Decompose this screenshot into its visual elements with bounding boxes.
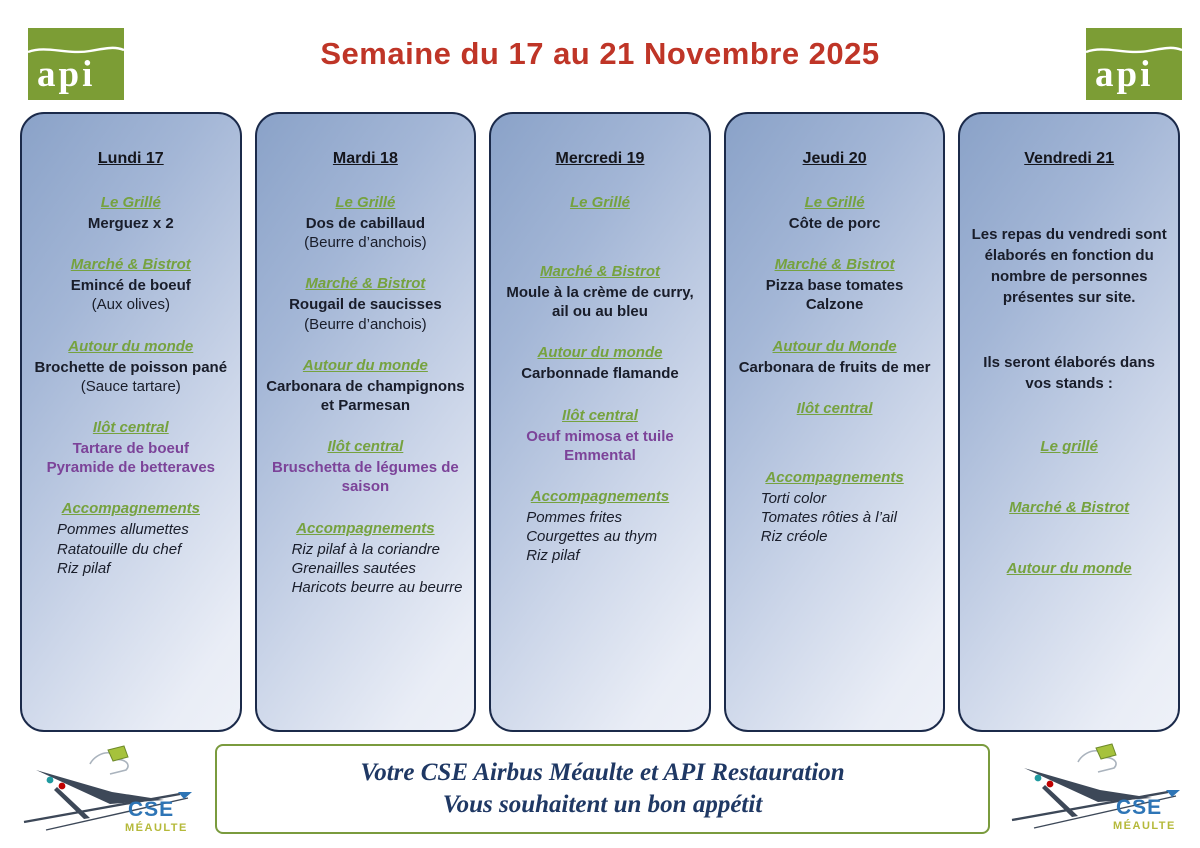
stand-heading: Autour du monde	[1006, 560, 1132, 577]
stand-heading: Accompagnements	[765, 468, 904, 486]
day-title: Mardi 18	[332, 150, 398, 167]
menu-item: Merguez x 2	[87, 215, 174, 232]
teal-dot	[47, 777, 54, 784]
green-patch	[1096, 744, 1116, 759]
cse-subtext: MÉAULTE	[1113, 820, 1176, 832]
menu-section	[264, 194, 468, 252]
menu-section	[967, 438, 1171, 455]
menu-section	[967, 499, 1171, 516]
menu-item: Dos de cabillaud	[305, 215, 425, 232]
menu-item: Les repas du vendredi sont élaborés en fonction du nombre de personnes présentes sur site.	[971, 226, 1167, 306]
menu-item: Ratatouille du chef	[57, 540, 182, 558]
footer-message-box	[215, 744, 990, 834]
api-logo-text: api	[1095, 54, 1154, 95]
stand-heading: Autour du monde	[68, 337, 194, 355]
menu-item: Riz pilaf	[526, 547, 580, 565]
menu-item: (Beurre d’anchois)	[304, 315, 427, 333]
menu-item: Côte de porc	[788, 215, 881, 232]
stand-heading: Autour du monde	[537, 344, 663, 362]
stand-heading: Le Grillé	[335, 194, 396, 211]
day-title: Jeudi 20	[802, 150, 867, 167]
menu-item: Emincé de boeuf	[70, 277, 191, 295]
menu-item: Pyramide de betteraves	[46, 459, 215, 477]
cse-text: CSE	[1116, 796, 1163, 819]
stand-heading: Accompagnements	[296, 519, 435, 537]
menu-section	[967, 560, 1171, 577]
menu-section	[733, 194, 937, 233]
menu-item: Grenailles sautées	[291, 559, 416, 577]
menu-section	[967, 352, 1171, 394]
api-logo	[1086, 28, 1182, 100]
stand-heading: Marché & Bistrot	[1009, 499, 1130, 516]
menu-item: (Beurre d’anchois)	[304, 234, 427, 252]
menu-section	[498, 344, 702, 383]
menu-item: Carbonara de champignons et Parmesan	[266, 377, 465, 414]
red-dot	[59, 783, 66, 790]
red-dot	[1047, 781, 1054, 788]
menu-item: Courgettes au thym	[526, 528, 658, 546]
menu-section	[498, 194, 702, 240]
menu-section	[264, 438, 468, 496]
stand-heading: Ilôt central	[796, 399, 873, 417]
menu-section	[264, 357, 468, 415]
stand-heading: Accompagnements	[530, 487, 670, 505]
menu-section	[264, 520, 468, 598]
menu-item: (Sauce tartare)	[80, 377, 181, 395]
green-patch	[108, 746, 128, 761]
page-title: Semaine du 17 au 21 Novembre 2025	[320, 36, 880, 71]
cse-subtext: MÉAULTE	[125, 822, 188, 834]
stand-heading: Marché & Bistrot	[774, 256, 895, 274]
menu-section	[967, 224, 1171, 308]
menu-section	[264, 275, 468, 333]
menu-section	[29, 419, 233, 477]
stand-heading: Accompagnements	[61, 500, 200, 518]
footer-line-1: Votre CSE Airbus Méaulte et API Restauration	[360, 759, 845, 786]
menu-item: Carbonnade flamande	[521, 365, 679, 383]
stand-heading: Autour du Monde	[772, 337, 897, 355]
menu-item: Pizza base tomates	[765, 277, 904, 295]
menu-section	[29, 256, 233, 314]
day-card-1	[20, 112, 242, 732]
menu-item: Oeuf mimosa et tuile Emmental	[526, 427, 674, 464]
cse-text: CSE	[128, 798, 175, 821]
day-title: Vendredi 21	[1024, 150, 1115, 167]
menu-item: Riz pilaf à la coriandre	[291, 540, 440, 558]
day-card-4	[724, 112, 946, 732]
stand-heading: Ilôt central	[92, 418, 169, 436]
menu-section	[733, 400, 937, 446]
menu-section	[733, 338, 937, 377]
stand-heading: Le Grillé	[804, 194, 865, 211]
menu-section	[29, 194, 233, 233]
menu-section	[498, 488, 702, 566]
menu-item: Bruschetta de légumes de saison	[272, 459, 459, 496]
menu-section	[733, 256, 937, 314]
nose-tip	[178, 792, 192, 799]
cse-meaulte-logo	[12, 742, 202, 842]
stand-heading: Le grillé	[1040, 438, 1098, 455]
menu-item: Riz pilaf	[57, 559, 111, 577]
menu-item: Pommes allumettes	[57, 521, 189, 539]
menu-section	[29, 338, 233, 396]
menu-item: Pommes frites	[526, 508, 623, 526]
menu-week-grid	[20, 112, 1180, 732]
menu-section	[733, 469, 937, 547]
stand-heading: Ilôt central	[562, 406, 638, 424]
menu-item: (Aux olives)	[91, 296, 170, 314]
menu-item: Moule à la crème de curry, ail ou au bleu	[506, 284, 694, 321]
menu-item: Rougail de saucisses	[289, 296, 442, 314]
stand-heading: Ilôt central	[327, 438, 404, 456]
menu-section	[29, 500, 233, 578]
stand-heading: Marché & Bistrot	[539, 263, 660, 280]
menu-item: Tomates rôties à l’ail	[760, 508, 897, 526]
teal-dot	[1035, 775, 1042, 782]
stand-heading: Autour du monde	[302, 356, 428, 374]
nose-tip	[1166, 790, 1180, 797]
menu-item: Tartare de boeuf	[72, 439, 189, 457]
cse-meaulte-logo	[1000, 740, 1190, 840]
menu-item: Ils seront élaborés dans vos stands :	[983, 354, 1156, 392]
menu-section	[498, 407, 702, 465]
day-card-3	[489, 112, 711, 732]
day-card-2	[255, 112, 477, 732]
day-title: Lundi 17	[97, 150, 164, 167]
stand-heading: Marché & Bistrot	[70, 256, 191, 274]
day-title: Mercredi 19	[555, 150, 645, 167]
menu-section	[498, 263, 702, 321]
menu-item: Calzone	[805, 296, 864, 314]
api-logo-text: api	[37, 54, 96, 95]
menu-item: Carbonara de fruits de mer	[738, 358, 931, 376]
stand-heading: Marché & Bistrot	[305, 275, 426, 293]
stand-heading: Le Grillé	[100, 194, 161, 211]
menu-item: Haricots beurre au beurre	[291, 578, 463, 596]
menu-item: Torti color	[760, 489, 827, 507]
stand-heading: Le Grillé	[569, 194, 630, 211]
footer-line-2: Vous souhaitent un bon appétit	[442, 791, 763, 818]
menu-item: Riz créole	[760, 528, 828, 546]
day-card-5	[958, 112, 1180, 732]
menu-item: Brochette de poisson pané	[34, 358, 228, 376]
